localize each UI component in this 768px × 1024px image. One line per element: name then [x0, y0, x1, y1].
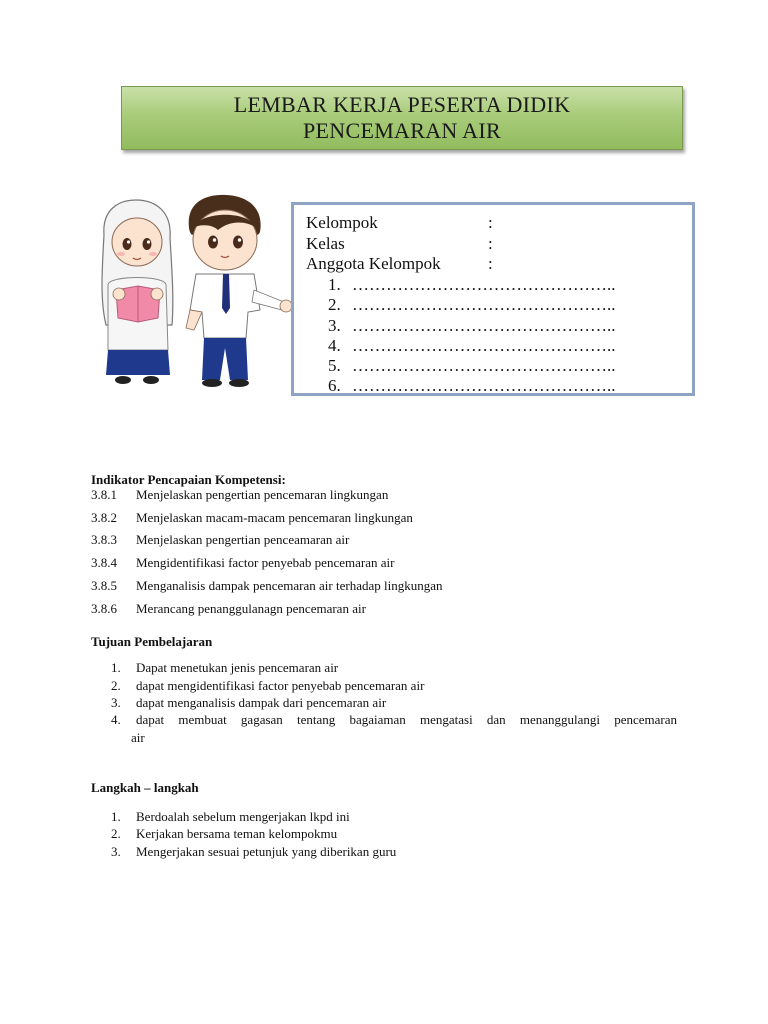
tujuan-item-text: dapat membuat gagasan tentang bagaiaman mengatasi dan menanggulangi pencemaran: [136, 712, 677, 727]
langkah-heading: Langkah – langkah: [91, 780, 199, 795]
group-colon: :: [488, 213, 493, 232]
member-line: 5. ………………………………………..: [328, 356, 616, 375]
class-colon: :: [488, 234, 493, 253]
indikator-heading: Indikator Pencapaian Kompetensi:: [91, 472, 286, 487]
member-line: 3. ………………………………………..: [328, 316, 616, 335]
member-line: 4. ………………………………………..: [328, 336, 616, 355]
title-line-1: LEMBAR KERJA PESERTA DIDIK: [233, 92, 571, 117]
members-row: [306, 253, 493, 274]
group-label: Kelompok: [306, 213, 378, 232]
members-colon: :: [488, 254, 493, 273]
tujuan-item-continuation: air: [131, 730, 145, 745]
boy-student-icon: [186, 195, 292, 387]
title-banner: [121, 86, 683, 150]
class-row: [306, 233, 493, 254]
class-label: Kelas: [306, 234, 345, 253]
girl-student-icon: [102, 200, 173, 384]
group-info-box: [291, 202, 695, 396]
tujuan-heading: Tujuan Pembelajaran: [91, 634, 213, 649]
title-line-2: PENCEMARAN AIR: [303, 118, 501, 143]
group-row: [306, 212, 493, 233]
students-illustration: [88, 190, 293, 395]
member-line: 2. ………………………………………..: [328, 295, 616, 314]
member-line: 6. ………………………………………..: [328, 376, 616, 395]
members-label: Anggota Kelompok: [306, 254, 441, 273]
member-line: 1. ………………………………………..: [328, 275, 616, 294]
